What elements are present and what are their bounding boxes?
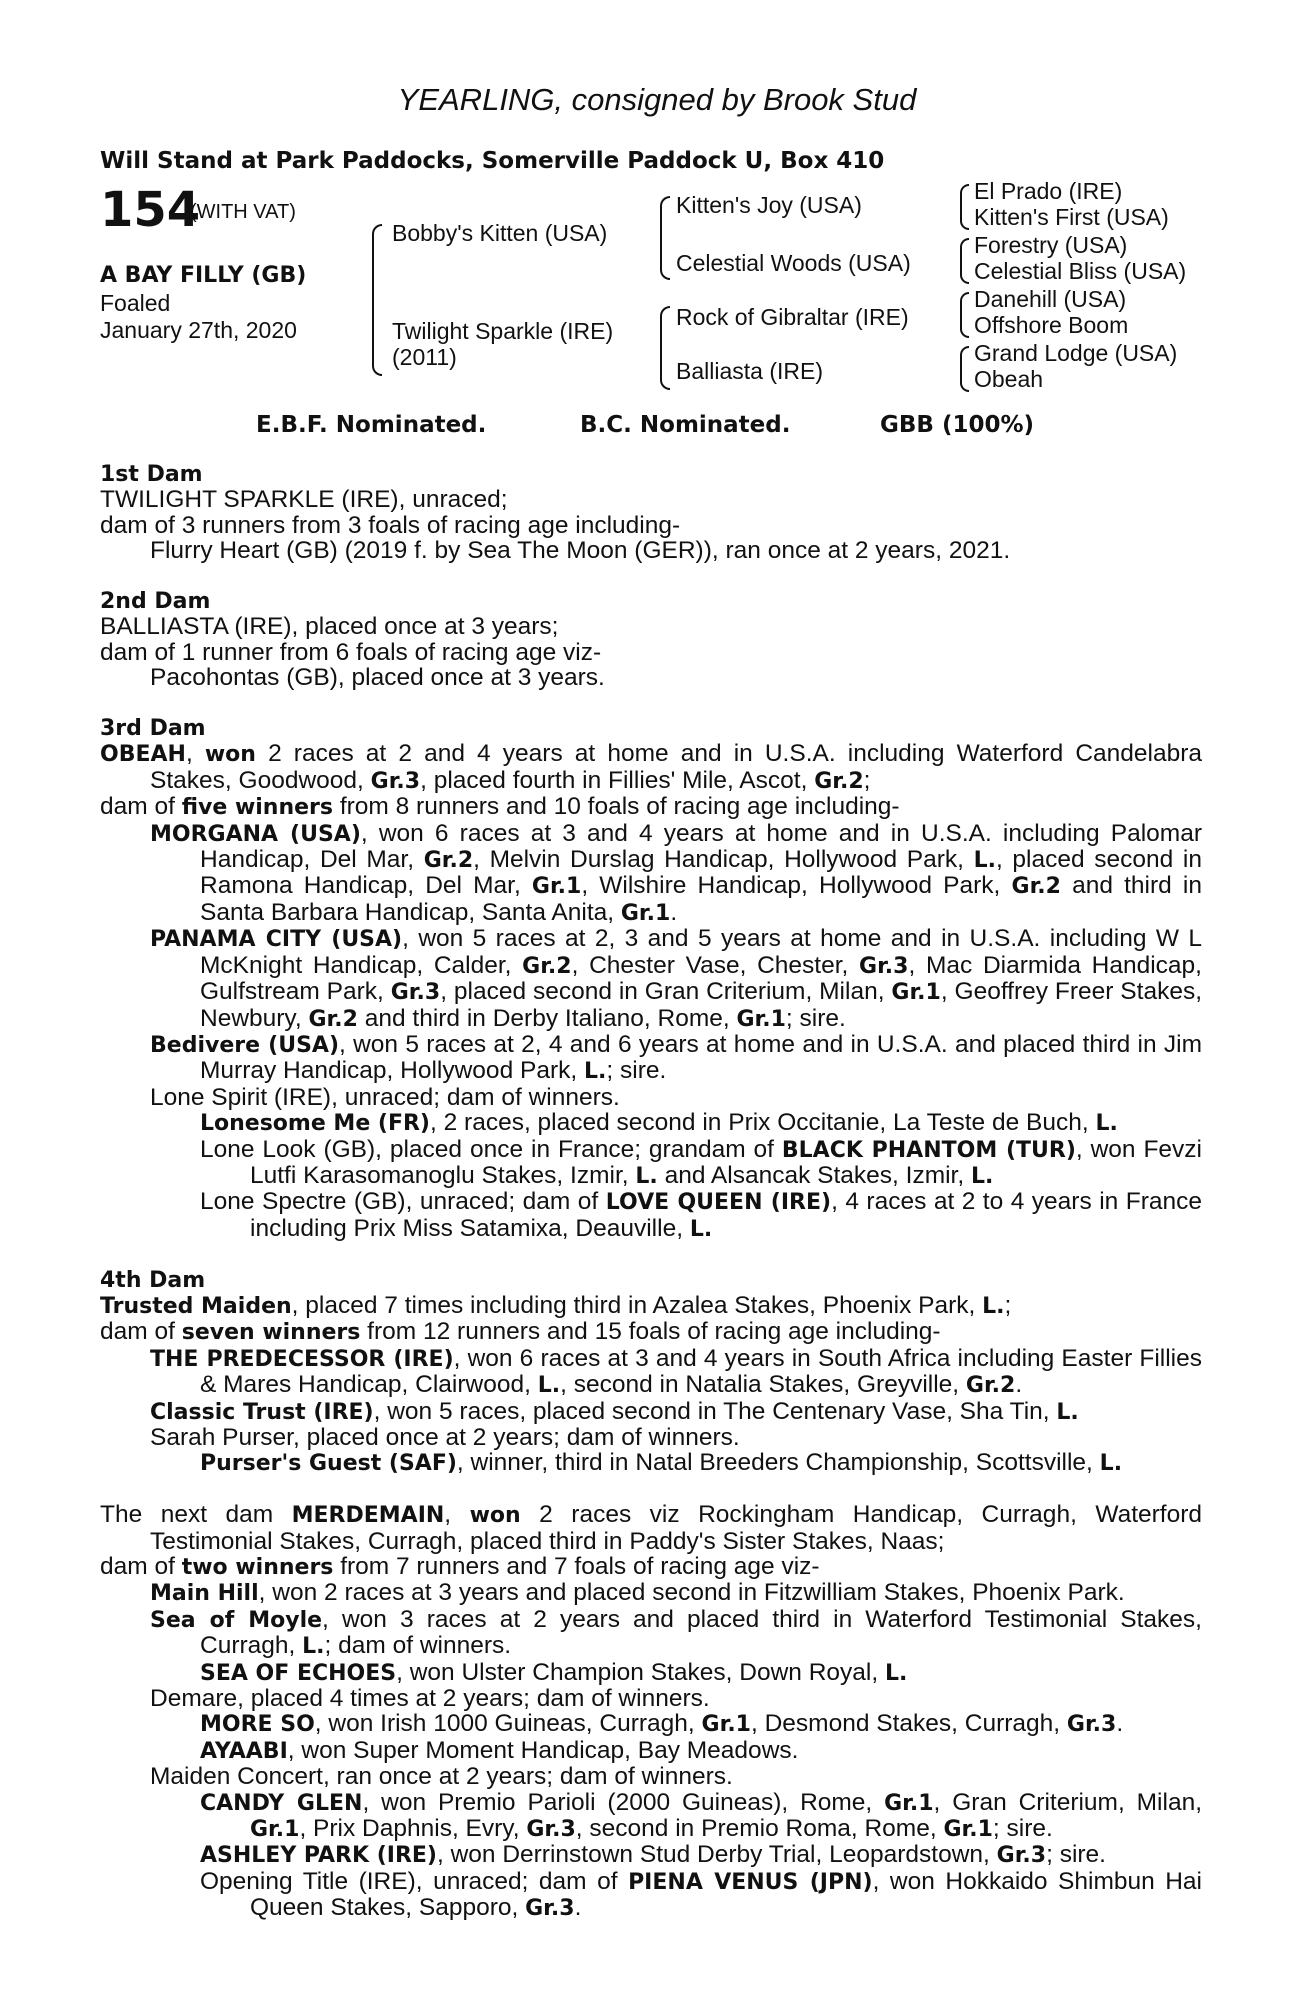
bold-text: PIENA VENUS (JPN) [628,1869,873,1895]
section-heading: 2nd Dam [100,589,211,615]
entry-text: , won Fevzi Lutfi Karasomanoglu Stakes, Izmir, [250,1135,1203,1189]
bold-text: Gr.1 [701,1712,751,1738]
bold-text: L. [982,1293,1005,1319]
pedigree-entry [100,1425,1202,1450]
entry-text: , Wilshire Handicap, Hollywood Park, [581,872,1012,900]
entry-text: Sarah Purser, placed once at 2 years; dam of winners. [150,1423,740,1451]
pedigree-entry [100,1711,1202,1737]
entry-text: , won 5 races at 2, 4 and 6 years at home and in U.S.A. and placed third in Jim Murray Handicap, Hollywood Park, [200,1030,1203,1085]
entry-text: , won Hokkaido Shimbun Hai Queen Stakes, Sapporo, [250,1867,1203,1922]
bold-text: Purser's Guest (SAF) [200,1451,457,1477]
bold-text: Trusted Maiden [100,1293,292,1319]
entry-text: , won 2 races at 3 years and placed second in Fitzwilliam Stakes, Phoenix Park. [258,1579,1125,1607]
bold-text: ASHLEY PARK (IRE) [200,1843,437,1869]
pedigree-entry [100,640,1202,665]
entry-text: , [444,1501,470,1529]
entry-text: ; sire. [785,1004,846,1032]
gen3-ancestor-2: Kitten's First (USA) [974,204,1169,230]
pedigree-entry [100,1502,1202,1554]
bold-text: L. [1056,1399,1079,1425]
bold-text: Gr.1 [531,874,582,900]
entry-text: ; dam of winners. [324,1632,512,1660]
pedigree-entry [100,1660,1202,1686]
bold-text: OBEAH [100,742,186,768]
entry-text: , won Derrinstown Stud Derby Trial, Leopardstown, [436,1841,997,1869]
vat-label: (WITH VAT) [190,201,296,223]
gen3-ancestor-7: Grand Lodge (USA) [974,340,1178,366]
entry-text: TWILIGHT SPARKLE (IRE), unraced; [100,486,508,514]
bold-text: L. [973,848,996,874]
bold-text: L. [584,1059,607,1085]
entry-text: and third in Derby Italiano, Rome, [357,1004,737,1032]
entry-text: from 8 runners and 10 foals of racing age including- [333,793,900,821]
pedigree-entry [100,1790,1202,1843]
entry-text: 2 races at 2 and 4 years at home and in U.S.A. including Waterford Candelabra Stakes, Goodwood, [150,740,1202,794]
catalogue-title: YEARLING, consigned by Brook Stud [397,82,917,117]
bold-text: THE PREDECESSOR (IRE) [150,1346,454,1372]
bold-text: L. [635,1163,658,1189]
pedigree-brace [960,292,969,338]
bold-text: Gr.2 [965,1373,1016,1399]
pedigree-entry [100,1110,1202,1136]
pedigree-entry [100,1738,1202,1764]
entry-text: dam of 1 runner from 6 foals of racing age viz- [100,638,602,666]
dam-of-dam: Balliasta (IRE) [676,358,823,384]
pedigree-brace [660,196,670,280]
bold-text: L. [970,1163,994,1189]
bold-text: CANDY GLEN [200,1790,363,1816]
entry-text: , placed 7 times including third in Azalea Stakes, Phoenix Park, [291,1291,983,1319]
sire-of-dam: Rock of Gibraltar (IRE) [676,304,909,330]
pedigree-entry [100,1399,1202,1425]
bold-text: Gr.1 [250,1817,300,1843]
section-heading: 3rd Dam [100,716,206,742]
entry-text: , won 6 races at 3 and 4 years in South Africa including Easter Fillies & Mares Handicap, Clairwood, [200,1344,1202,1399]
pedigree-entry [100,1554,1202,1580]
entry-text: dam of [100,1553,182,1580]
entry-text: ; sire. [606,1057,667,1085]
pedigree-entry [100,1764,1202,1789]
dam-foaled-year: (2011) [392,344,457,370]
entry-text: ; [1004,1291,1012,1319]
entry-text: BALLIASTA (IRE), placed once at 3 years; [100,613,559,641]
bold-text: won [204,742,256,768]
bold-text: Gr.2 [423,848,474,874]
entry-text: and third in Santa Barbara Handicap, Santa Anita, [200,872,1202,926]
pedigree-brace [660,306,670,390]
gen3-ancestor-1: El Prado (IRE) [974,178,1123,204]
pedigree-entry [100,1686,1202,1711]
pedigree-entry [100,1869,1202,1922]
bold-text: L. [537,1373,561,1399]
entry-text: , Chester Vase, Chester, [571,951,860,979]
pedigree-entry [100,1580,1202,1606]
entry-text: , won 6 races at 3 and 4 years at home and in U.S.A. including Palomar Handicap, Del Mar, [200,819,1202,874]
entry-text: , Melvin Durslag Handicap, Hollywood Park, [473,846,974,874]
entry-text: , Mac Diarmida Handicap, Gulfstream Park, [200,951,1202,1006]
bold-text: Gr.1 [891,980,941,1006]
bold-text: Gr.1 [884,1790,934,1816]
entry-text: ; sire. [1046,1841,1106,1869]
entry-text: Demare, placed 4 times at 2 years; dam of winners. [150,1685,710,1713]
entry-text: Lone Look (GB), placed once in France; grandam of [200,1135,782,1163]
bold-text: seven winners [181,1320,361,1346]
pedigree-entry [100,538,1202,563]
pedigree-notes [100,462,1202,1922]
pedigree-entry [100,1607,1202,1660]
bold-text: BLACK PHANTOM (TUR) [781,1137,1076,1163]
bold-text: L. [884,1660,908,1686]
bold-text: Gr.3 [996,1843,1047,1869]
bold-text: Gr.1 [943,1817,993,1843]
entry-text: ; sire. [992,1815,1053,1843]
bold-text: PANAMA CITY (USA) [150,927,403,953]
entry-text: , Geoffrey Freer Stakes, Newbury, [200,978,1203,1032]
section-gap [100,1477,1202,1502]
gen3-ancestor-3: Forestry (USA) [974,232,1128,258]
bold-text: L. [689,1216,713,1242]
pedigree-entry [100,1450,1202,1476]
bold-text: Gr.3 [526,1817,576,1843]
pedigree-entry [100,1085,1202,1110]
bold-text: Gr.3 [370,768,421,794]
section-heading: 4th Dam [100,1267,206,1293]
pedigree-entry [100,1137,1202,1190]
bold-text: MORE SO [200,1712,315,1738]
pedigree-entry [100,665,1202,690]
bold-text: MERDEMAIN [291,1503,445,1529]
bold-text: L. [1099,1451,1123,1477]
entry-text: Lone Spirit (IRE), unraced; dam of winners. [150,1083,620,1111]
entry-text: , placed second in Gran Criterium, Milan, [440,978,892,1006]
entry-text: , [185,740,205,768]
entry-text: dam of [100,1318,182,1346]
sire-name: Bobby's Kitten (USA) [392,220,608,246]
entry-text: Maiden Concert, ran once at 2 years; dam of winners. [150,1763,733,1791]
dam-of-sire: Celestial Woods (USA) [676,250,911,276]
pedigree-brace [372,224,382,376]
entry-text: 2 races viz Rockingham Handicap, Curragh, Waterford Testimonial Stakes, Curragh, placed third in Paddy's Sister Stakes, Naas; [150,1501,1202,1555]
entry-text: dam of [100,793,182,821]
entry-text: , won 3 races at 2 years and placed third in Waterford Testimonial Stakes, Curragh, [200,1605,1202,1660]
entry-text: from 12 runners and 15 foals of racing age including- [360,1318,941,1346]
pedigree-entry [100,821,1202,927]
bold-text: Gr.2 [1011,874,1061,900]
bold-text: Gr.3 [1066,1712,1117,1738]
entry-text: dam of 3 runners from 3 foals of racing age including- [100,511,681,539]
bold-text: Gr.1 [620,900,671,926]
entry-text: , second in Natalia Stakes, Greyville, [560,1371,966,1399]
bold-text: Gr.2 [308,1006,358,1032]
bold-text: MORGANA (USA) [150,821,361,847]
entry-text: , second in Premio Roma, Rome, [575,1815,944,1843]
pedigree-entry [100,1346,1202,1399]
pedigree-brace [960,184,969,230]
bold-text: two winners [181,1555,334,1580]
entry-text: Pacohontas (GB), placed once at 3 years. [150,664,605,692]
bold-text: Bedivere (USA) [150,1032,339,1058]
entry-text: . [1015,1371,1023,1399]
entry-text: Flurry Heart (GB) (2019 f. by Sea The Moon (GER)), ran once at 2 years, 2021. [150,537,1011,565]
bold-text: Classic Trust (IRE) [150,1399,374,1425]
pedigree-brace [960,238,969,284]
entry-text: , won Irish 1000 Guineas, Curragh, [314,1710,702,1738]
entry-text: , won 5 races, placed second in The Centenary Vase, Sha Tin, [373,1397,1057,1425]
pedigree-entry [100,513,1202,538]
bold-text: Gr.1 [736,1006,786,1032]
entry-text: . [574,1894,582,1922]
pedigree-entry [100,1293,1202,1319]
entry-text: , placed second in Ramona Handicap, Del Mar, [200,846,1202,900]
section-gap [100,564,1202,589]
pedigree-brace [960,346,969,392]
sire-of-sire: Kitten's Joy (USA) [676,192,862,218]
bold-text: AYAABI [200,1738,288,1764]
foaled-label: Foaled [100,290,171,316]
entry-text: , Desmond Stakes, Curragh, [750,1710,1067,1738]
pedigree-entry [100,926,1202,1032]
bold-text: Gr.3 [525,1896,575,1922]
gen3-ancestor-4: Celestial Bliss (USA) [974,258,1187,284]
ebf-nomination: E.B.F. Nominated. [256,412,487,438]
entry-text: . [670,898,678,926]
entry-text: , winner, third in Natal Breeders Championship, Scottsville, [456,1449,1100,1477]
entry-text: from 7 runners and 7 foals of racing age viz- [333,1553,820,1580]
bold-text: won [469,1503,521,1529]
bold-text: Gr.3 [390,980,441,1006]
bold-text: Gr.2 [522,953,572,979]
lot-number: 154 [100,182,201,238]
gen3-ancestor-5: Danehill (USA) [974,286,1127,312]
pedigree-entry [100,794,1202,820]
entry-text: , 2 races, placed second in Prix Occitanie, La Teste de Buch, [429,1109,1096,1137]
entry-text: , won Ulster Champion Stakes, Down Royal, [396,1658,885,1686]
entry-text: The next dam [100,1501,292,1529]
bold-text: LOVE QUEEN (IRE) [605,1190,832,1216]
bold-text: five winners [181,795,334,821]
entry-text: Lone Spectre (GB), unraced; dam of [200,1188,606,1216]
pedigree-entry [100,1319,1202,1345]
bold-text: Gr.3 [859,953,909,979]
bc-nomination: B.C. Nominated. [580,412,791,438]
pedigree-entry [100,1842,1202,1868]
gen3-ancestor-6: Offshore Boom [974,312,1129,338]
entry-text: Opening Title (IRE), unraced; dam of [200,1867,629,1895]
entry-text: , won 5 races at 2, 3 and 5 years at home and in U.S.A. including W L McKnight Handicap, Calder, [200,925,1203,979]
pedigree-entry [100,741,1202,794]
section-gap [100,691,1202,716]
pedigree-entry [100,487,1202,512]
entry-text: ; [863,766,871,794]
bold-text: Lonesome Me (FR) [200,1111,430,1137]
entry-text: and Alsancak Stakes, Izmir, [657,1161,971,1189]
bold-text: L. [302,1634,325,1660]
bold-text: SEA OF ECHOES [200,1660,397,1686]
bold-text: Sea of Moyle [150,1607,323,1633]
entry-text: , won Premio Parioli (2000 Guineas), Rome, [362,1788,885,1816]
gbb-rating: GBB (100%) [880,412,1035,438]
pedigree-entry [100,1189,1202,1242]
entry-text: , won Super Moment Handicap, Bay Meadows. [287,1736,799,1764]
entry-text: . [1116,1710,1124,1738]
bold-text: Main Hill [150,1581,259,1607]
stand-location: Will Stand at Park Paddocks, Somerville Paddock U, Box 410 [100,148,885,174]
gen3-ancestor-8: Obeah [974,366,1044,392]
section-heading: 1st Dam [100,462,203,487]
entry-text: , Prix Daphnis, Evry, [299,1815,527,1843]
bold-text: Gr.2 [814,768,864,794]
entry-text: , placed fourth in Fillies' Mile, Ascot, [420,766,815,794]
lot-description: A BAY FILLY (GB) [100,263,307,288]
dam-name: Twilight Sparkle (IRE) [392,318,614,344]
foaled-date: January 27th, 2020 [100,317,297,343]
pedigree-entry [100,614,1202,639]
entry-text: , 4 races at 2 to 4 years in France including Prix Miss Satamixa, Deauville, [250,1188,1202,1242]
pedigree-entry [100,1032,1202,1085]
section-gap [100,1242,1202,1267]
entry-text: , Gran Criterium, Milan, [933,1788,1202,1816]
bold-text: L. [1095,1111,1118,1137]
